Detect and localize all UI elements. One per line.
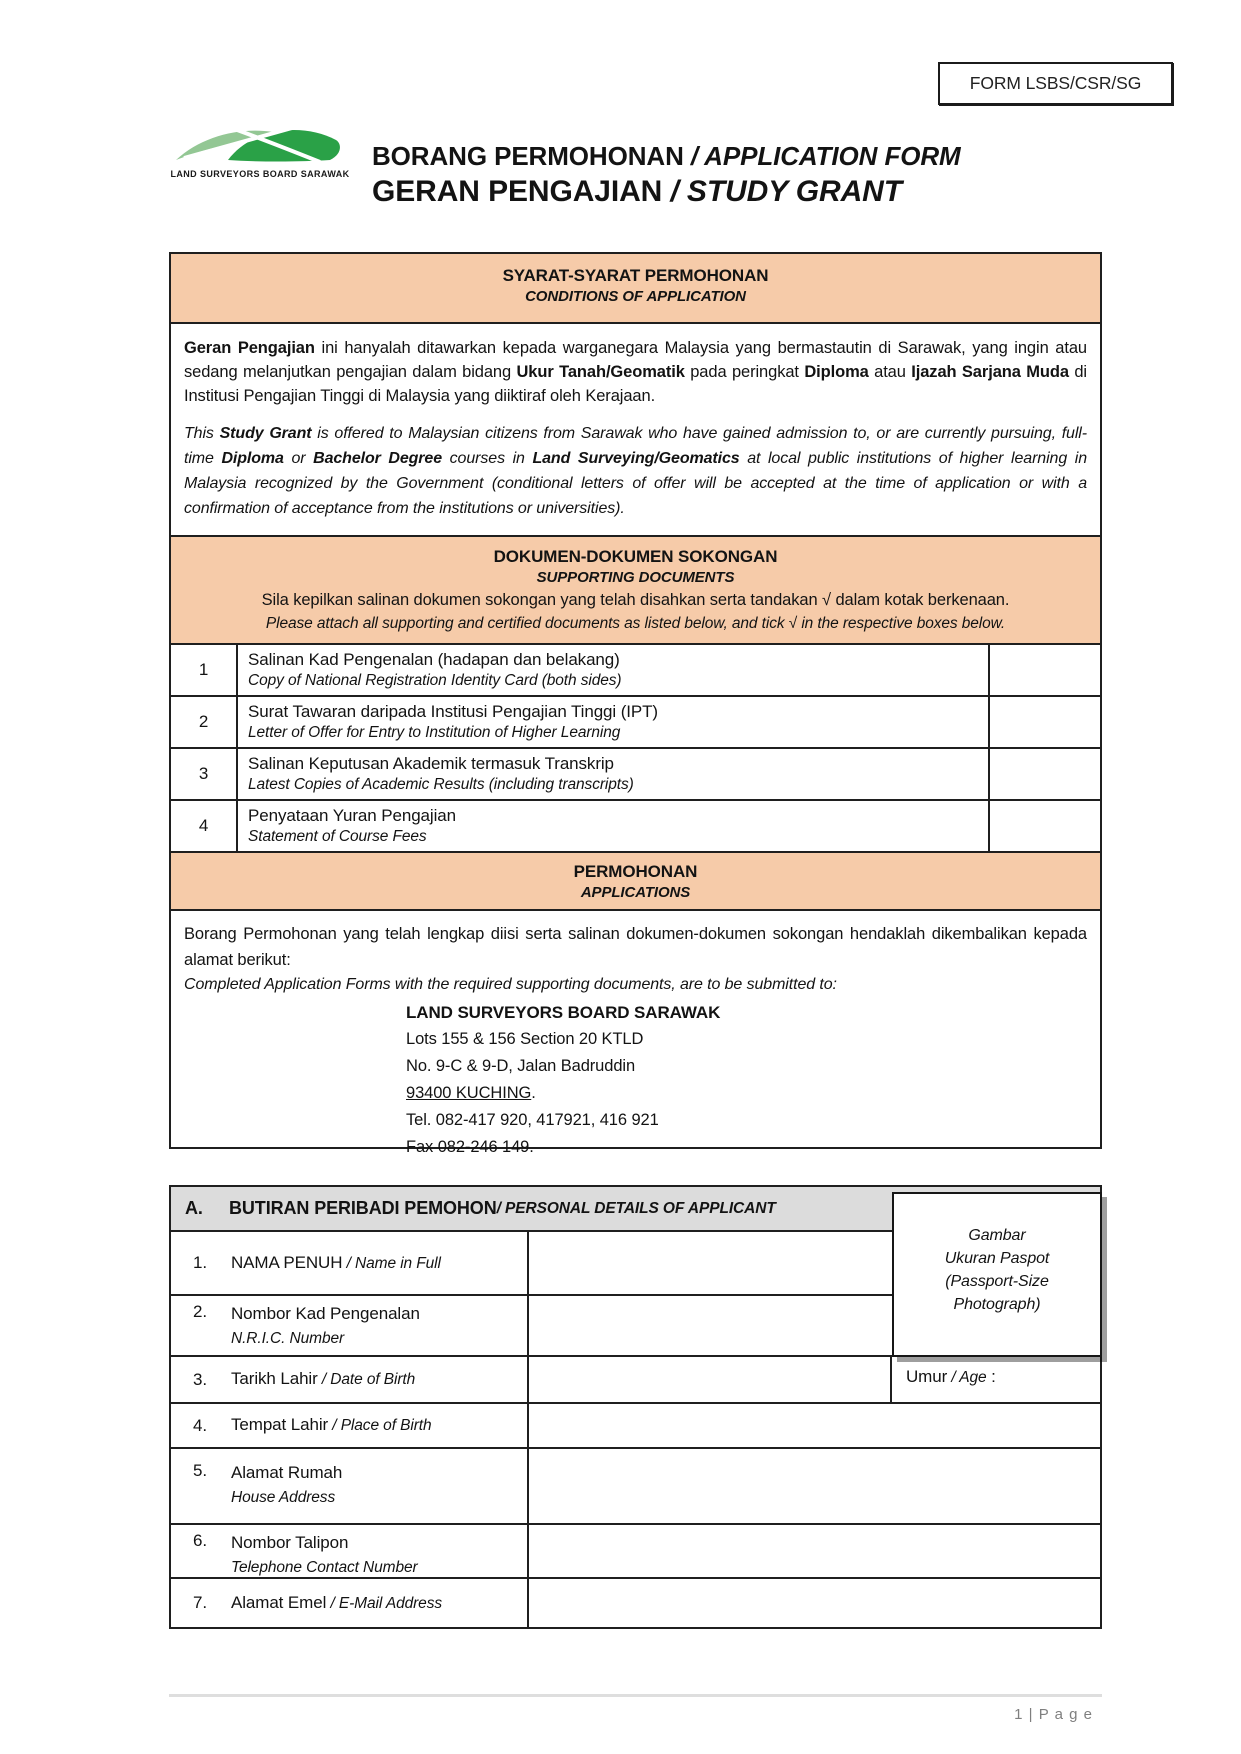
dob-label — [171, 1357, 529, 1402]
conditions-header-ms: SYARAT-SYARAT PERMOHONAN — [502, 266, 769, 285]
label-en: N.R.I.C. Number — [231, 1330, 345, 1347]
conditions-header — [171, 254, 1100, 322]
label-en: / Name in Full — [342, 1254, 441, 1272]
row-number: 6. — [193, 1531, 207, 1550]
age-label-en: / Age — [947, 1369, 987, 1386]
page-number: 1 | P a g e — [1014, 1706, 1093, 1723]
photo-box-line: Ukuran Paspot — [944, 1250, 1050, 1267]
document-row-1 — [171, 643, 1100, 695]
row-label — [231, 1531, 418, 1580]
address-line-1: Lots 155 & 156 Section 20 KTLD — [406, 1030, 644, 1048]
document-description-en: Copy of National Registration Identity Card (both sides) — [248, 672, 622, 689]
row-number: 3. — [193, 1369, 207, 1389]
document-row-2 — [171, 695, 1100, 747]
submission-address — [406, 999, 1087, 1161]
full-name-label — [171, 1232, 529, 1294]
document-description-ms: Salinan Keputusan Akademik termasuk Transkrip — [248, 754, 614, 773]
address-line-2: No. 9-C & 9-D, Jalan Badruddin — [406, 1057, 636, 1075]
document-number: 1 — [171, 645, 238, 695]
document-number: 3 — [171, 749, 238, 799]
address-name: LAND SURVEYORS BOARD SARAWAK — [406, 1003, 721, 1022]
document-description-en: Statement of Course Fees — [248, 828, 427, 845]
form-title — [372, 140, 961, 210]
tick-box-4[interactable] — [988, 801, 1100, 851]
personal-details-section — [169, 1185, 1102, 1629]
tick-box-1[interactable] — [988, 645, 1100, 695]
label-ms: Nombor Kad Pengenalan — [231, 1304, 420, 1323]
document-description — [238, 645, 988, 695]
passport-photo-box[interactable] — [892, 1192, 1102, 1357]
label-ms: Nombor Talipon — [231, 1533, 349, 1552]
label-ms: Alamat Emel — [231, 1592, 327, 1612]
age-field[interactable] — [890, 1357, 1100, 1402]
address-fax: Fax 082-246 149. — [406, 1138, 534, 1156]
applications-instruction-en: Completed Application Forms with the required supporting documents, are to be submitted to: — [184, 976, 837, 993]
label-en: House Address — [231, 1489, 336, 1506]
photo-box-line: (Passport-Size — [945, 1273, 1049, 1290]
supporting-instruction-en: Please attach all supporting and certified documents as listed below, and tick √ in the respective boxes below. — [265, 615, 1006, 632]
document-description-en: Latest Copies of Academic Results (including transcripts) — [248, 776, 634, 793]
address-telephone: Tel. 082-417 920, 417921, 416 921 — [406, 1111, 659, 1129]
title1-ms: BORANG PERMOHONAN — [372, 141, 684, 171]
conditions-paragraph-ms: Geran Pengajian ini hanyalah ditawarkan kepada warganegara Malaysia yang bermastautin di Sarawak, yang ingin atau sedang melanjutkan pengajian dalam bidang Ukur Tanah/Geomatik pada peringkat Diploma atau Ijazah Sarjana Muda di Institusi Pengajian Tinggi di Malaysia yang diiktiraf oleh Kerajaan. — [184, 339, 1087, 405]
supporting-documents-header — [171, 535, 1100, 643]
row-number: 5. — [193, 1461, 207, 1480]
supporting-instruction-ms: Sila kepilkan salinan dokumen sokongan yang telah disahkan serta tandakan √ dalam kotak berkenaan. — [261, 591, 1010, 609]
conditions-paragraph-en: This Study Grant is offered to Malaysian citizens from Sarawak who have gained admission to, or are currently pursuing, full-time Diploma or Bachelor Degree courses in Land Surveying/Geomatics at local public institutions of higher learning in Malaysia recognized by the Government (conditional letters of offer will be accepted at the time of application or with a confirmation of acceptance from the institutions or universities). — [184, 425, 1088, 517]
document-description — [238, 801, 988, 851]
label-en: / E-Mail Address — [326, 1594, 442, 1612]
row-label — [231, 1461, 342, 1510]
title1-en: / APPLICATION FORM — [683, 141, 961, 171]
label-ms: NAMA PENUH — [231, 1252, 343, 1272]
label-en: Telephone Contact Number — [231, 1559, 418, 1576]
title-line-2 — [372, 173, 961, 211]
row-label — [231, 1413, 431, 1438]
document-description-ms: Salinan Kad Pengenalan (hadapan dan belakang) — [248, 650, 620, 669]
row-date-of-birth — [171, 1355, 1100, 1402]
label-ms: Tempat Lahir — [231, 1415, 329, 1434]
email-label — [171, 1579, 529, 1627]
telephone-field[interactable] — [529, 1525, 1100, 1577]
title2-en: / STUDY GRANT — [662, 174, 902, 208]
row-telephone — [171, 1523, 1100, 1577]
dob-field[interactable] — [529, 1357, 890, 1402]
document-description — [238, 749, 988, 799]
row-label — [231, 1251, 441, 1276]
pob-field[interactable] — [529, 1404, 1100, 1447]
document-row-3 — [171, 747, 1100, 799]
applications-header-ms: PERMOHONAN — [573, 862, 698, 881]
row-number: 2. — [193, 1302, 207, 1321]
house-address-label — [171, 1449, 529, 1523]
telephone-label — [171, 1525, 529, 1577]
label-ms: Tarikh Lahir — [231, 1369, 318, 1388]
lsbs-logo — [170, 116, 350, 179]
house-address-field[interactable] — [529, 1449, 1100, 1523]
label-ms: Alamat Rumah — [231, 1463, 343, 1482]
document-description-ms: Surat Tawaran daripada Institusi Pengajian Tinggi (IPT) — [248, 702, 658, 721]
row-label — [231, 1367, 415, 1392]
document-description-en: Letter of Offer for Entry to Institution of Higher Learning — [248, 724, 621, 741]
form-code-label: FORM LSBS/CSR/SG — [969, 73, 1142, 93]
conditions-header-en: CONDITIONS OF APPLICATION — [525, 288, 746, 305]
document-number: 2 — [171, 697, 238, 747]
form-code-box — [938, 62, 1173, 105]
tick-box-2[interactable] — [988, 697, 1100, 747]
nric-label — [171, 1296, 529, 1355]
section-a-title-ms: BUTIRAN PERIBADI PEMOHON — [229, 1198, 497, 1218]
section-letter: A. — [185, 1198, 203, 1218]
label-en: / Place of Birth — [328, 1417, 432, 1434]
logo-caption: LAND SURVEYORS BOARD SARAWAK — [170, 169, 350, 179]
row-label — [231, 1591, 442, 1616]
title-line-1 — [372, 140, 961, 173]
email-field[interactable] — [529, 1579, 1100, 1627]
row-number: 4. — [193, 1415, 207, 1435]
age-colon: : — [986, 1367, 996, 1386]
main-block — [169, 252, 1102, 1156]
age-label-ms: Umur — [906, 1367, 948, 1386]
supporting-header-ms: DOKUMEN-DOKUMEN SOKONGAN — [493, 547, 778, 566]
supporting-header-en: SUPPORTING DOCUMENTS — [536, 569, 735, 586]
row-email — [171, 1577, 1100, 1627]
tick-box-3[interactable] — [988, 749, 1100, 799]
document-row-4 — [171, 799, 1100, 851]
document-number: 4 — [171, 801, 238, 851]
footer-divider — [169, 1694, 1102, 1697]
title2-ms: GERAN PENGAJIAN — [372, 174, 663, 208]
document-description — [238, 697, 988, 747]
row-number: 1. — [193, 1253, 207, 1272]
lsbs-logo-graphic — [170, 116, 350, 168]
pob-label — [171, 1404, 529, 1447]
conditions-body — [171, 322, 1100, 535]
row-label — [231, 1302, 420, 1351]
label-en: / Date of Birth — [317, 1371, 416, 1388]
section-a-title-en: / PERSONAL DETAILS OF APPLICANT — [496, 1199, 776, 1217]
applications-header-en: APPLICATIONS — [580, 884, 691, 901]
row-number: 7. — [193, 1593, 207, 1612]
address-city: 93400 KUCHING. — [406, 1084, 536, 1102]
row-place-of-birth — [171, 1402, 1100, 1447]
applications-header — [171, 851, 1100, 909]
row-house-address — [171, 1447, 1100, 1523]
applications-instruction-ms: Borang Permohonan yang telah lengkap diisi serta salinan dokumen-dokumen sokongan hendaklah dikembalikan kepada alamat berikut: — [184, 925, 1087, 969]
applications-body — [171, 909, 1100, 1156]
document-description-ms: Penyataan Yuran Pengajian — [248, 806, 456, 825]
photo-box-line: Photograph) — [953, 1296, 1041, 1313]
photo-box-line: Gambar — [968, 1227, 1026, 1244]
